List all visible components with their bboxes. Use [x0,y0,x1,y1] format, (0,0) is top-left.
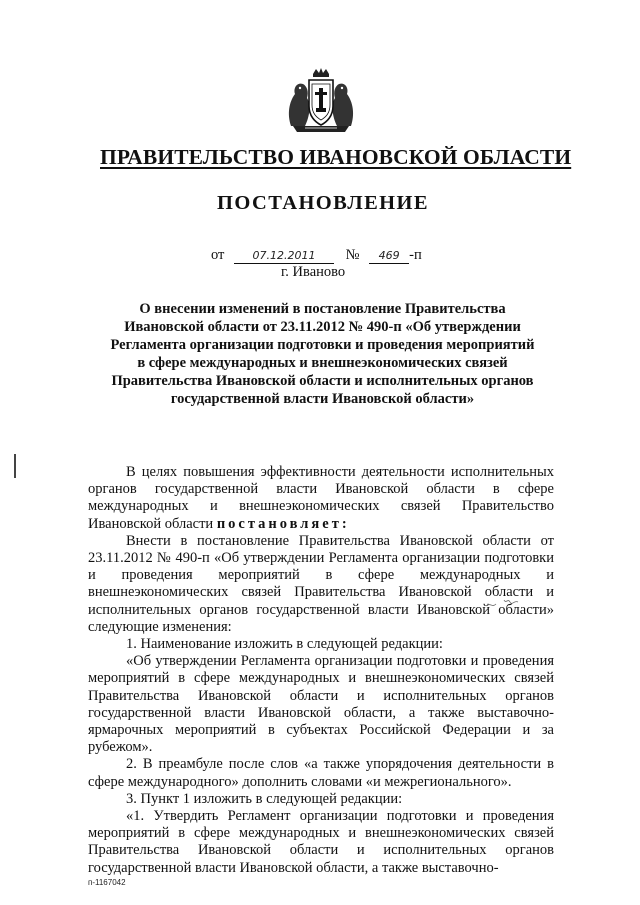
number-sign: № [345,247,360,263]
number-suffix: -п [409,247,422,263]
date-prefix: от [211,247,225,263]
paragraph-text: В целях повышения эффективности деятельности исполнительных органов государственной власти Ивановской области в сфере международных и внешнеэкономических связей Правительство Ивановской области [88,464,554,532]
paragraph-preamble [88,464,554,533]
subject-line: Правительства Ивановской области и исполнительных органов [111,373,534,389]
document-code: п-1167042 [88,878,126,887]
document-type-title: ПОСТАНОВЛЕНИЕ [217,192,429,214]
city-name: г. Иваново [281,264,346,280]
resolution-keyword: постановляет: [216,515,350,532]
coat-of-arms-emblem [283,68,359,134]
paragraph-amendment-intro: Внести в постановление Правительства Ивановской области от 23.11.2012 № 490-п «Об утверждении Регламента организации подготовки и проведения мероприятий в сфере международных и внешнеэкономических связей Правительства Ивановской области и исполнительных органов государственной власти Ивановской области» следующие изменения: [88,532,554,635]
subject-line: в сфере международных и внешнеэкономических связей [137,355,508,371]
margin-mark [14,454,16,478]
document-body [88,464,554,877]
government-title: ПРАВИТЕЛЬСТВО ИВАНОВСКОЙ ОБЛАСТИ [100,145,572,169]
paragraph-quote-2: «1. Утвердить Регламент организации подготовки и проведения мероприятий в сфере международных и внешнеэкономических связей Правительства Ивановской области и исполнительных органов государственной власти Ивановской области, а также выставочно- [88,808,554,876]
paragraph-item-3: 3. Пункт 1 изложить в следующей редакции: [126,790,403,807]
pen-mark [484,596,524,610]
document-subject [110,300,535,408]
paragraph-item-2: 2. В преамбуле после слов «а также упорядочения деятельности в сфере международного» дополнить словами «и межрегионального». [88,756,554,790]
subject-line: О внесении изменений в постановление Правительства [139,301,506,317]
number-field: 469 [369,249,409,264]
subject-line: Ивановской области от 23.11.2012 № 490-п «Об утверждении [124,319,521,335]
subject-line: Регламента организации подготовки и проведения мероприятий [110,337,535,353]
paragraph-quote-1: «Об утверждении Регламента организации подготовки и проведения мероприятий в сфере международных и внешнеэкономических связей Правительства Ивановской области и исполнительных органов государственной власти Ивановской области, а также выставочно-ярмарочных мероприятий в субъектах Российской Федерации и за рубежом». [88,653,554,756]
subject-line: государственной власти Ивановской области» [170,391,475,407]
date-number-line [211,247,422,264]
date-field: 07.12.2011 [234,249,334,264]
paragraph-item-1: 1. Наименование изложить в следующей редакции: [126,636,443,653]
